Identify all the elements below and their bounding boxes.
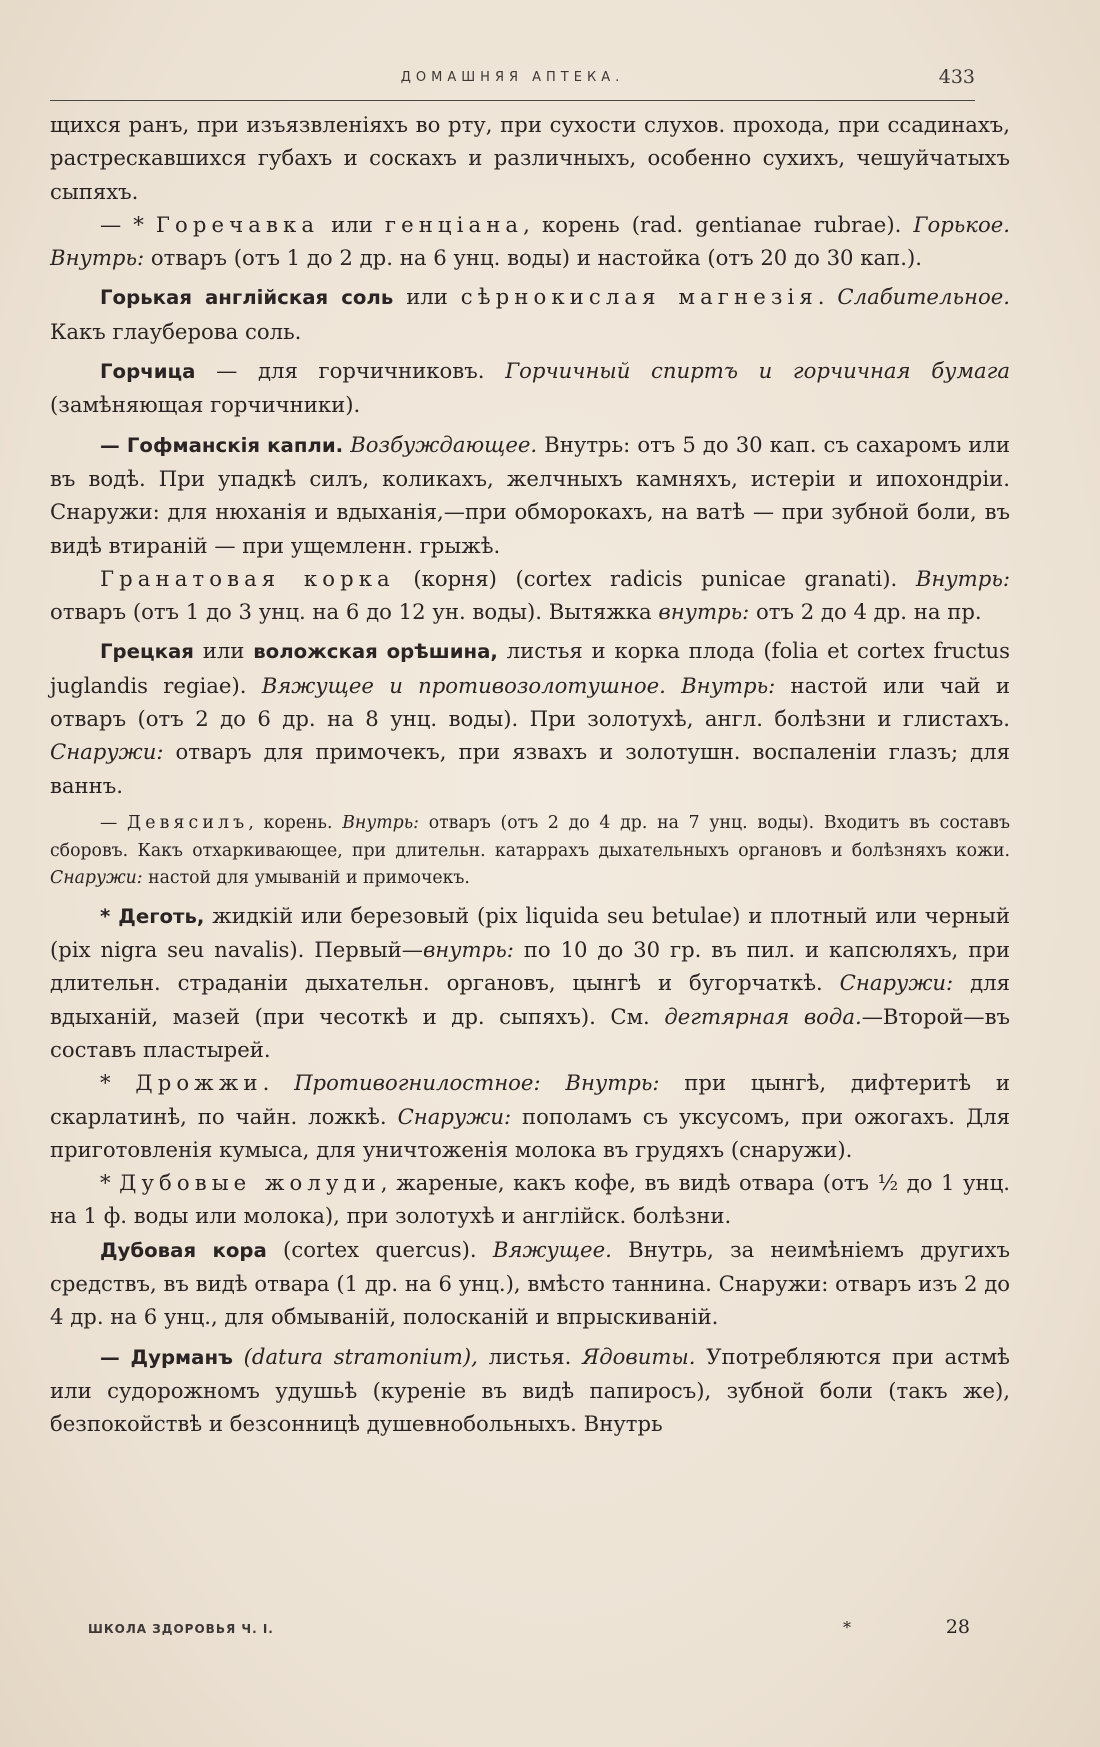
text-run: Ядовиты.	[582, 1343, 696, 1369]
text-run: * Деготь,	[100, 904, 205, 928]
text-run: — Гофманскія капли.	[100, 433, 344, 457]
text-run: Снаружи:	[397, 1103, 512, 1129]
text-run: —	[100, 812, 128, 833]
text-run: (корня) (cortex radicis punicae granati).	[394, 565, 916, 591]
text-run: *	[100, 1170, 120, 1196]
text-run: Внутрь: отъ 5 до 30 кап. съ сахаромъ или въ водѣ. При упадкѣ силъ, коликахъ, желчныхъ камняхъ, истеріи и ипохондріи. Снаружи: для нюханія и вдыханія,—при обморокахъ, на ватѣ — при зубной боли, въ видѣ втираній — при ущемленн. грыжѣ.	[50, 431, 1010, 558]
text-run: Вяжущее и противозолотушное. Внутрь:	[261, 672, 776, 698]
text-run: генціана	[384, 211, 524, 237]
text-run: отъ 2 до 4 др. на пр.	[749, 599, 982, 625]
text-run: Дрожжи	[135, 1070, 263, 1096]
paragraph	[50, 108, 1010, 208]
text-run: .	[817, 284, 838, 310]
text-run: , корень.	[248, 812, 343, 833]
text-run: Девясилъ	[127, 812, 249, 833]
text-run: Внутрь:	[915, 565, 1010, 591]
text-run: Внутрь, за неимѣніемъ другихъ средствъ, въ видѣ отвара (1 др. на 6 унц.), вмѣсто таннина. Снаружи: отваръ изъ 2 до 4 др. на 6 унц., для обмываній, полосканій и впрыскиваній.	[50, 1236, 1010, 1330]
paragraph	[50, 634, 1010, 801]
text-run: —Второй—въ составъ пластырей.	[50, 1003, 1011, 1062]
text-run: .	[262, 1070, 295, 1096]
text-run: отваръ (отъ 1 до 2 др. на 6 унц. воды) и настойка (отъ 20 до 30 кап.).	[144, 245, 922, 271]
paragraph	[50, 428, 1010, 562]
text-run: внутрь:	[658, 599, 750, 625]
text-run: Внутрь:	[342, 812, 419, 833]
text-run: или	[193, 638, 254, 664]
text-run: отваръ (отъ 1 до 3 унц. на 6 до 12 ун. воды). Вытяжка	[50, 599, 659, 625]
text-run: — Дурманъ	[100, 1345, 233, 1369]
footer-signature: ШКОЛА ЗДОРОВЬЯ Ч. I.	[88, 1622, 274, 1636]
text-run: Гранатовая корка	[100, 565, 395, 591]
text-run: отваръ (отъ 2 до 4 др. на 7 унц. воды). Входитъ въ составъ сборовъ. Какъ отхаркивающее, при длительн. катаррахъ дыхательныхъ органовъ и болѣзняхъ кожи.	[50, 812, 1010, 861]
text-run: Горькое. Внутрь:	[50, 211, 1010, 271]
text-run: внутрь:	[422, 937, 514, 963]
page-number: 433	[938, 66, 975, 88]
text-run: пополамъ съ уксусомъ, при ожогахъ. Для приготовленія кумыса, для уничтоженія молока въ грудяхъ (снаружи).	[50, 1103, 1010, 1162]
text-run: Противогнилостное: Внутрь:	[294, 1070, 660, 1096]
paragraph	[50, 562, 1010, 629]
paragraph	[50, 1066, 1010, 1166]
text-run: , жареные, какъ кофе, въ видѣ отвара (отъ ½ до 1 унц. на 1 ф. воды или молока), при золотухѣ и англійск. болѣзни.	[50, 1170, 1010, 1229]
text-run: для вдыханій, мазей (при чесоткѣ и др. сыпяхъ). См.	[50, 970, 1010, 1029]
page-footer	[88, 1616, 970, 1646]
text-run: сѣрнокислая магнезія	[460, 284, 818, 310]
text-run: — *	[100, 211, 156, 237]
text-run: Дубовые жолуди	[119, 1170, 381, 1196]
paragraph	[50, 280, 1010, 348]
text-run: (cortex quercus).	[266, 1236, 493, 1262]
text-run: Какъ глауберова соль.	[50, 318, 302, 344]
footer-mark: *	[843, 1618, 851, 1637]
text-run: Употребляются при астмѣ или судорожномъ удушьѣ (куреніе въ видѣ папиросъ), зубной боли (такъ же), безпокойствѣ и безсонницѣ душевнобольныхъ. Внутрь	[50, 1343, 1010, 1437]
text-run: Горчичный спиртъ и горчичная бумага	[505, 358, 1010, 384]
text-run: (замѣняющая горчичники).	[50, 392, 361, 418]
text-run: (datura stramonium),	[243, 1343, 478, 1369]
paragraph	[50, 1340, 1010, 1441]
text-run: щихся ранъ, при изъязвленіяхъ во рту, при сухости слухов. прохода, при ссадинахъ, растрескавшихся губахъ и соскахъ и различныхъ, особенно сухихъ, чешуйчатыхъ сыпяхъ.	[50, 112, 1010, 204]
paragraph	[50, 1166, 1010, 1233]
text-run: при цынгѣ, дифтеритѣ и скарлатинѣ, по чайн. ложкѣ.	[50, 1070, 1010, 1129]
text-run: Снаружи:	[839, 970, 954, 996]
text-run: Горькая англійская соль	[100, 286, 394, 310]
text-run: по 10 до 30 гр. въ пил. и капсюляхъ, при длительн. страданіи дыхательн. органовъ, цынгѣ и бугорчаткѣ.	[50, 937, 1011, 996]
text-run: Дубовая кора	[100, 1238, 267, 1262]
text-run: воложская орѣшина,	[253, 640, 498, 664]
text-run: отваръ для примочекъ, при язвахъ и золотушн. воспаленіи глазъ; для ваннъ.	[50, 739, 1010, 798]
text-run: или	[393, 284, 461, 310]
paragraph	[50, 810, 1010, 893]
paragraph	[50, 899, 1010, 1066]
text-run: — для горчичниковъ.	[195, 358, 506, 384]
text-run: жидкій или березовый (pix liquida seu betulae) и плотный или черный (pix nigra seu navalis). Первый—	[50, 902, 1010, 963]
text-run: Горечавка	[155, 211, 320, 237]
text-run: Горчица	[100, 360, 196, 384]
text-run: листья и корка плода (folia et cortex fructus juglandis regiae).	[50, 638, 1011, 698]
text-run: Снаружи:	[50, 868, 143, 889]
text-run: настой или чай и отваръ (отъ 2 до 6 др. на 8 унц. воды). При золотухѣ, англ. болѣзни и глистахъ.	[50, 672, 1010, 732]
text-run: *	[100, 1070, 136, 1096]
text-run: Вяжущее.	[492, 1236, 612, 1262]
text-run: дегтярная вода.	[664, 1003, 862, 1029]
text-run	[233, 1344, 244, 1369]
sheet-number: 28	[945, 1616, 970, 1638]
paragraph	[50, 1233, 1010, 1334]
text-run: Возбуждающее.	[350, 431, 538, 457]
paragraph	[50, 208, 1010, 275]
page-body	[50, 108, 1010, 1440]
text-run: настой для умываній и примочекъ.	[142, 868, 470, 889]
text-run: Слабительное.	[837, 284, 1010, 310]
running-title: ДОМАШНЯЯ АПТЕКА.	[400, 70, 625, 85]
paragraph	[50, 354, 1010, 422]
text-run: Грецкая	[100, 640, 194, 664]
text-run: , корень (rad. gentianae rubrae).	[523, 211, 914, 237]
text-run: или	[319, 211, 385, 237]
running-head	[50, 62, 975, 101]
text-run: листья.	[477, 1343, 583, 1369]
text-run: Снаружи:	[50, 739, 164, 765]
